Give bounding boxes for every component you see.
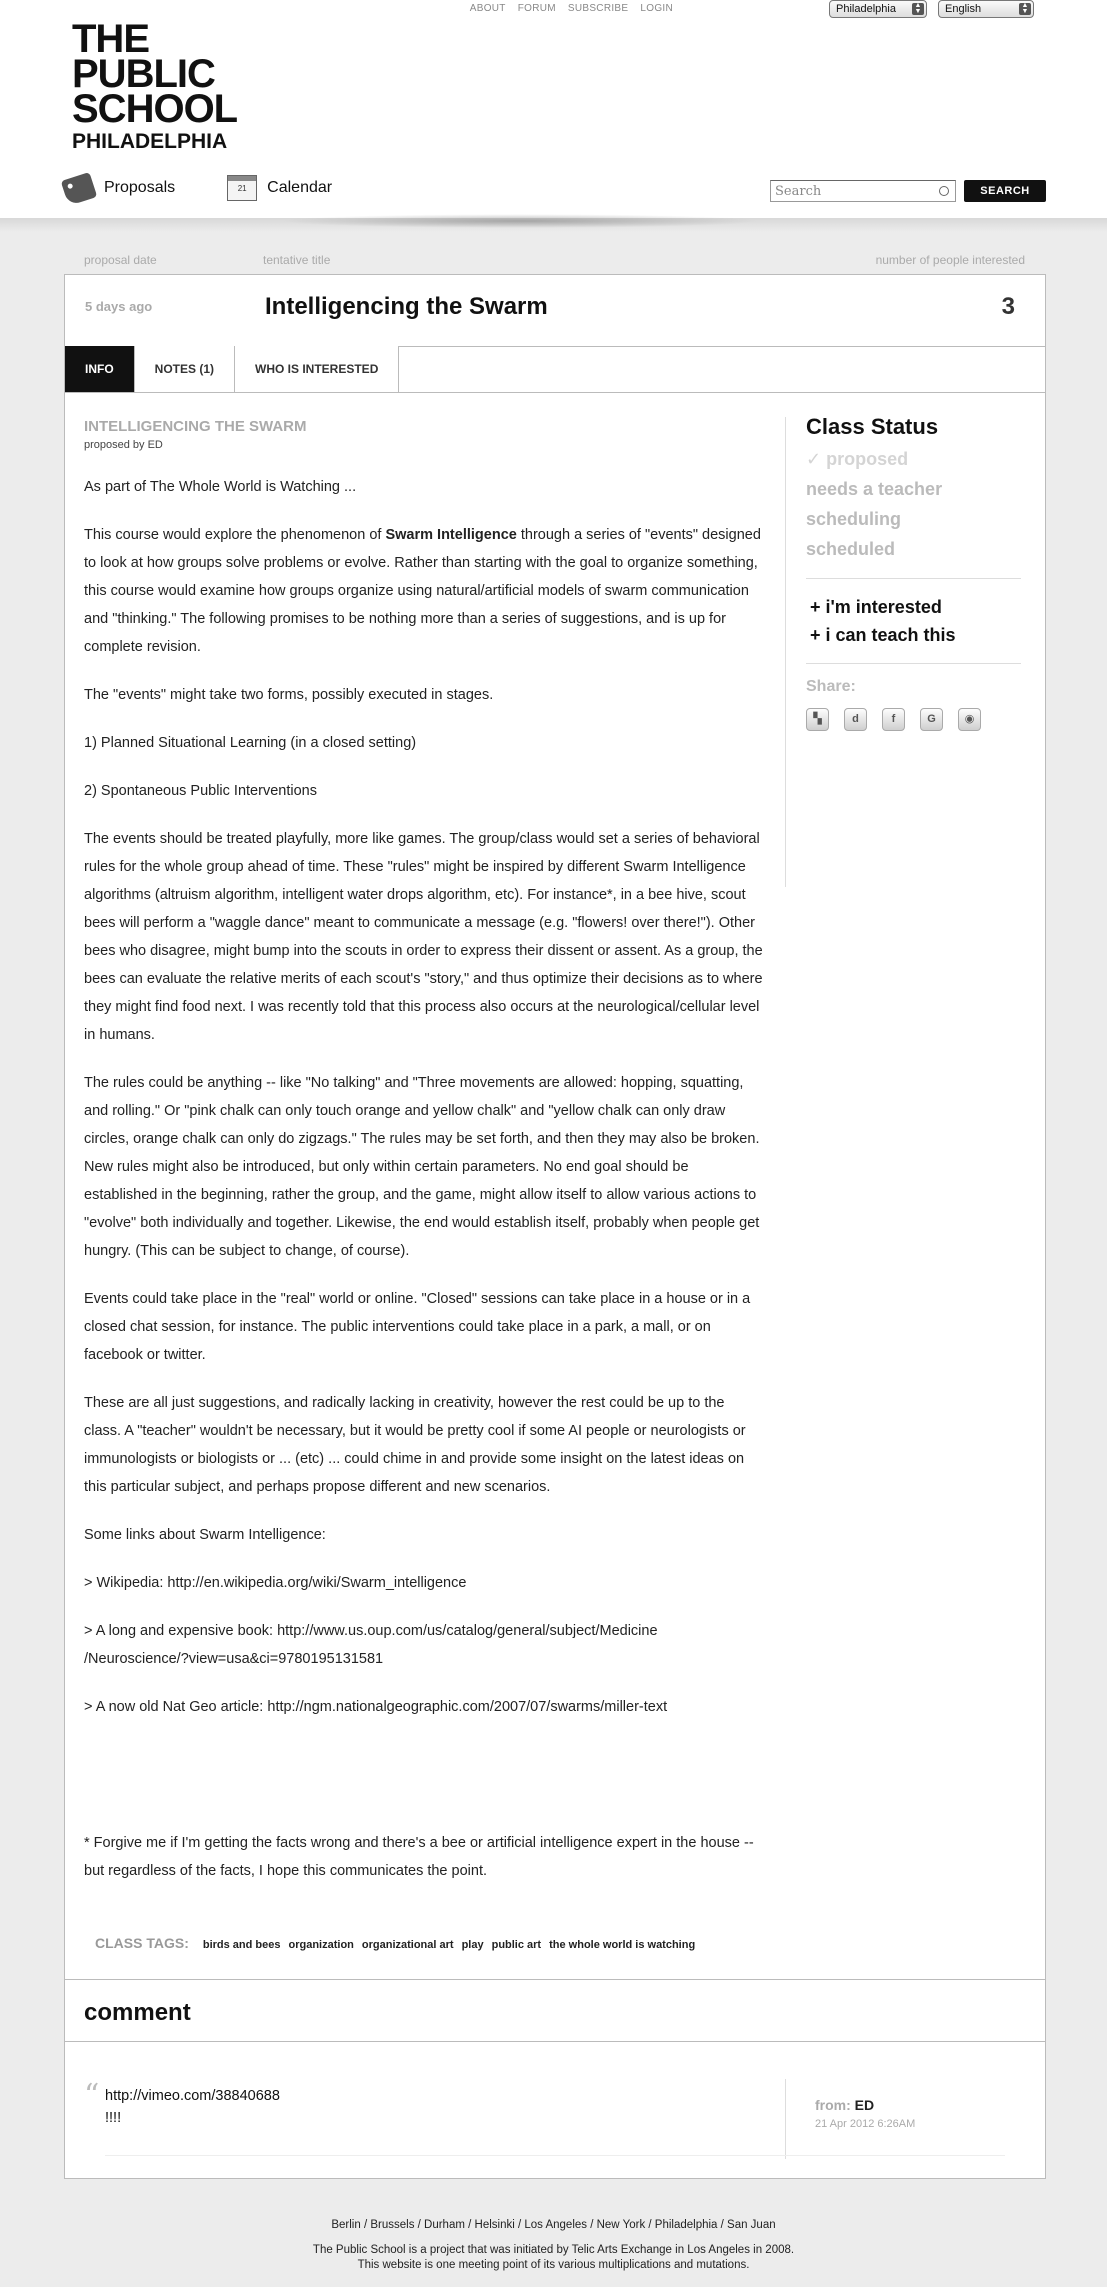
delicious-icon[interactable]: ▚ <box>806 708 829 731</box>
wikipedia-link[interactable]: http://en.wikipedia.org/wiki/Swarm_intelligence <box>167 1575 467 1591</box>
top-nav <box>470 3 673 14</box>
logo-line: SCHOOL <box>72 87 238 131</box>
about-link[interactable]: ABOUT <box>469 3 506 14</box>
quote-icon: “ <box>84 2078 100 2113</box>
tag-link[interactable]: play <box>461 1939 484 1951</box>
paragraph: The rules could be anything -- like "No talking" and "Three movements are allowed: hopping, squatting, and rolling." Or "pink chalk can only touch orange and yellow chalk" and "yellow chalk can only draw circles, orange chalk can only do zigzags." The rules may be set forth, and then they may also be broken. New rules might also be introduced, but only within certain parameters. No end goal should be established in the beginning, rather the group, and the game, might allow itself to allow various actions to "evolve" both individually and together. Likewise, the end would establish itself, probably when people get hungry. (This can be subject to change, of course). <box>84 1075 760 1259</box>
tag-link[interactable]: public art <box>491 1939 542 1951</box>
chat-icon[interactable]: ◉ <box>958 708 981 731</box>
footnote: * Forgive me if I'm getting the facts wrong and there's a bee or artificial intelligence expert in the house -- but regardless of the facts, I hope this communicates the point. <box>84 1835 754 1879</box>
city-select[interactable] <box>829 0 927 18</box>
tag-link[interactable]: organizational art <box>361 1939 454 1951</box>
divider <box>806 578 1021 579</box>
logo-city: PHILADELPHIA <box>72 130 228 153</box>
paragraph: Some links about Swarm Intelligence: <box>84 1527 326 1543</box>
proposal-body <box>84 417 764 1905</box>
main-nav <box>64 174 384 202</box>
natgeo-link[interactable]: http://ngm.nationalgeographic.com/2007/07/swarms/miller-text <box>267 1699 668 1715</box>
class-status-title: Class Status <box>806 414 939 439</box>
tab-who-is-interested[interactable]: WHO IS INTERESTED <box>235 346 399 392</box>
paragraph: As part of The Whole World is Watching ... <box>84 479 357 495</box>
share-buttons <box>806 708 1021 731</box>
divider <box>65 392 1045 393</box>
paragraph: This course would explore the phenomenon of Swarm Intelligence through a series of "events" designed to look at how groups solve problems or evolve. Rather than starting with the goal to organize something, this course would examine how groups organize using natural/artificial models of swarm communication and "thinking." The following promises to be nothing more than a series of suggestions, and is up for complete revision. <box>84 527 761 655</box>
class-status-sidebar <box>806 412 1021 731</box>
tab-notes[interactable]: NOTES (1) <box>135 346 235 392</box>
class-tags-label: CLASS TAGS: <box>95 1935 189 1951</box>
tab-info[interactable]: INFO <box>65 346 135 392</box>
divider <box>806 663 1021 664</box>
proposal-title: Intelligencing the Swarm <box>265 293 548 320</box>
nav-calendar-label: Calendar <box>267 179 333 196</box>
google-icon[interactable]: G <box>920 708 943 731</box>
im-interested-button[interactable]: + i'm interested <box>810 597 942 617</box>
class-tags <box>95 1935 695 1951</box>
header-swoosh <box>280 214 760 228</box>
status-scheduling: scheduling <box>806 509 902 529</box>
i-can-teach-button[interactable]: + i can teach this <box>810 625 956 645</box>
comment-text <box>105 2085 280 2129</box>
column-proposal-date: proposal date <box>84 253 157 267</box>
paragraph: 2) Spontaneous Public Interventions <box>84 783 317 799</box>
language-select-value: English <box>945 3 982 15</box>
comment-link[interactable]: http://vimeo.com/38840688 <box>105 2088 280 2104</box>
tag-link[interactable]: birds and bees <box>202 1939 281 1951</box>
interested-count: 3 <box>1001 293 1015 320</box>
site-header <box>0 0 1107 220</box>
status-proposed: ✓ proposed <box>806 449 909 469</box>
paragraph: The events should be treated playfully, more like games. The group/class would set a series of behavioral rules for the whole group ahead of time. These "rules" might be inspired by different Swarm Intelligence algorithms (altruism algorithm, intelligent water drops algorithm, etc). For instance*, in a bee hive, scout bees will perform a "waggle dance" meant to communicate a message (e.g. "flowers! over there!"). Other bees who disagree, might bump into the scouts in order to express their dissent or assent. As a group, the bees can evaluate the relative merits of each scout's "story," and thus optimize their decisions as to where they might find food next. I was recently told that this process also occurs at the neurological/cellular level in humans. <box>84 831 763 1043</box>
divider <box>65 1979 1045 1980</box>
status-scheduled: scheduled <box>806 539 896 559</box>
link-paragraph: > Wikipedia: http://en.wikipedia.org/wiki/Swarm_intelligence <box>84 1575 467 1591</box>
tag-link[interactable]: organization <box>288 1939 354 1951</box>
search-icon <box>939 186 949 196</box>
search-input[interactable] <box>770 180 956 202</box>
paragraph: These are all just suggestions, and radically lacking in creativity, however the rest could be up to the class. A "teacher" wouldn't be necessary, but it would be pretty cool if some AI people or neurologists or immunologists or biologists or ... (etc) ... could chime in and provide some insight on the latest ideas on this particular subject, and perhaps propose different and new scenarios. <box>84 1395 746 1495</box>
proposal-tabs <box>65 346 399 392</box>
divider <box>65 2041 1045 2042</box>
author-name[interactable]: ED <box>854 2097 875 2113</box>
digg-icon[interactable]: d <box>844 708 867 731</box>
language-select[interactable] <box>938 0 1034 18</box>
site-logo[interactable] <box>72 17 238 155</box>
proposal-card <box>64 274 1046 2179</box>
share-label: Share: <box>806 678 856 695</box>
comment-heading: comment <box>84 1999 191 2026</box>
login-link[interactable]: LOGIN <box>640 3 673 14</box>
paragraph: The "events" might take two forms, possibly executed in stages. <box>84 687 494 703</box>
column-people-interested: number of people interested <box>875 253 1025 267</box>
comment-divider <box>785 2079 786 2159</box>
logo-line: THE <box>72 17 149 61</box>
search-button[interactable]: SEARCH <box>964 180 1046 202</box>
forum-link[interactable]: FORUM <box>517 3 556 14</box>
column-tentative-title: tentative title <box>263 253 331 267</box>
paragraph: Events could take place in the "real" world or online. "Closed" sessions can take place in a house or in a closed chat session, for instance. The public interventions could take place in a park, a mall, or on facebook or twitter. <box>84 1291 751 1363</box>
subscribe-link[interactable]: SUBSCRIBE <box>567 3 629 14</box>
nav-calendar[interactable] <box>227 175 332 201</box>
tag-icon <box>61 172 98 206</box>
footer-line: This website is one meeting point of its various multiplications and mutations. <box>357 2259 750 2271</box>
search-placeholder: Search <box>775 184 822 199</box>
proposed-by: proposed by ED <box>84 439 163 451</box>
calendar-icon: 21 <box>227 175 257 201</box>
comment-date: 21 Apr 2012 6:26AM <box>815 2118 916 2130</box>
link-paragraph: > A now old Nat Geo article: http://ngm.nationalgeographic.com/2007/07/swarms/miller-text <box>84 1699 668 1715</box>
footer-cities[interactable]: Berlin / Brussels / Durham / Helsinki / Los Angeles / New York / Philadelphia / San Juan <box>331 2219 776 2231</box>
comment-line: !!!! <box>105 2110 122 2126</box>
nav-proposals[interactable] <box>64 174 175 202</box>
footer-line: The Public School is a project that was initiated by Telic Arts Exchange in Los Angeles in 2008. <box>312 2244 795 2256</box>
nav-proposals-label: Proposals <box>104 179 176 196</box>
chevron-updown-icon: ▲ ▼ <box>1019 3 1031 15</box>
facebook-icon[interactable]: f <box>882 708 905 731</box>
comment-author: from: ED <box>815 2097 875 2113</box>
link-paragraph: > A long and expensive book: http://www.us.oup.com/us/catalog/general/subject/Medicine /Neuroscience/?view=usa&ci=9780195131581 <box>84 1623 658 1667</box>
body-kicker: INTELLIGENCING THE SWARM <box>84 418 307 435</box>
emphasis: Swarm Intelligence <box>385 527 517 543</box>
tag-link[interactable]: the whole world is watching <box>549 1939 696 1951</box>
logo-line: PUBLIC <box>72 52 215 96</box>
sidebar-divider <box>785 417 786 887</box>
divider <box>105 2155 1005 2156</box>
paragraph: 1) Planned Situational Learning (in a closed setting) <box>84 735 417 751</box>
proposal-date: 5 days ago <box>85 299 153 314</box>
site-footer <box>0 2218 1107 2273</box>
book-link[interactable]: http://www.us.oup.com/us/catalog/general/subject/Medicine /Neuroscience/?view=usa&ci=9780195131581 <box>84 1623 658 1667</box>
city-select-value: Philadelphia <box>836 3 896 15</box>
status-needs-teacher: needs a teacher <box>806 479 943 499</box>
chevron-updown-icon: ▲ ▼ <box>912 3 924 15</box>
